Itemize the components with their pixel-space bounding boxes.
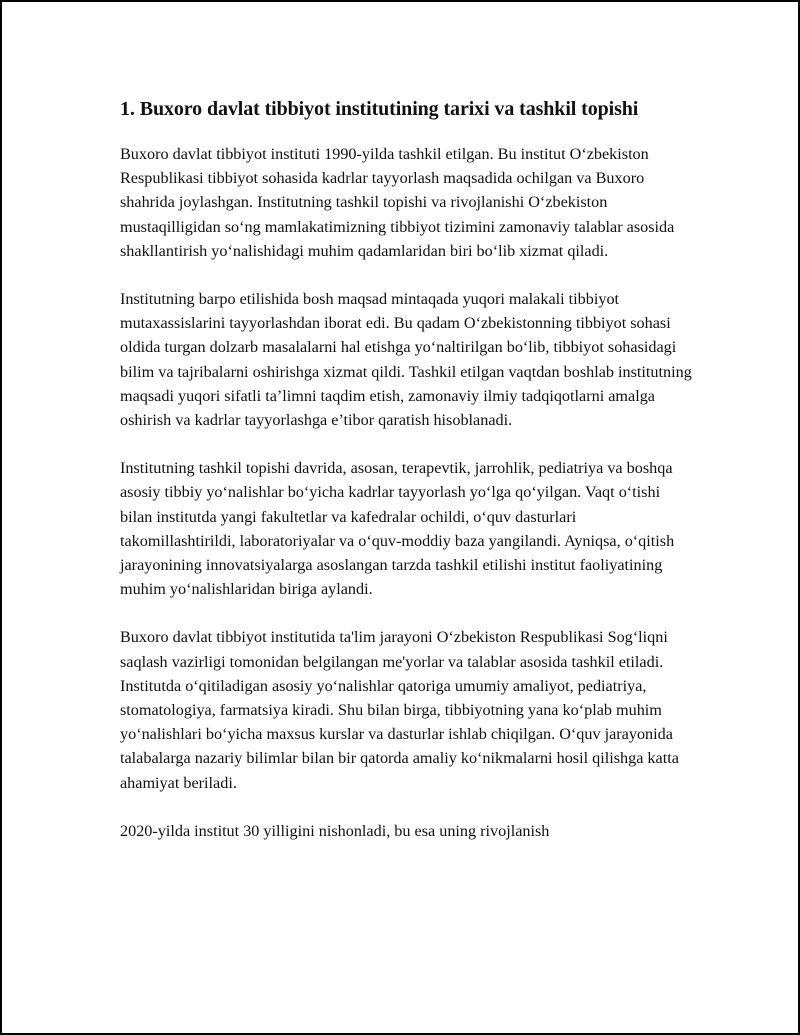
- document-body: [120, 96, 695, 867]
- section-heading: 1. Buxoro davlat tibbiyot institutining tarixi va tashkil topishi: [120, 98, 639, 120]
- paragraph-1: Buxoro davlat tibbiyot instituti 1990-yilda tashkil etilgan. Bu institut O‘zbekiston Respublikasi tibbiyot sohasida kadrlar tayyorlash maqsadida ochilgan va Buxoro shahrida joylashgan. Institutning tashkil topishi va rivojlanishi O‘zbekiston mustaqilligidan so‘ng mamlakatimizning tibbiyot tizimini zamonaviy talablar asosida shakllantirish yo‘nalishidagi muhim qadamlaridan biri bo‘lib xizmat qiladi.: [120, 145, 675, 260]
- paragraph-5: 2020-yilda institut 30 yilligini nishonladi, bu esa uning rivojlanish: [120, 821, 550, 840]
- paragraph-2: Institutning barpo etilishida bosh maqsad mintaqada yuqori malakali tibbiyot mutaxassislarini tayyorlashdan iborat edi. Bu qadam O‘zbekistonning tibbiyot sohasi oldida turgan dolzarb masalalarni hal etishga yo‘naltirilgan bo‘lib, tibbiyot sohasidagi bilim va tajribalarni oshirishga xizmat qildi. Tashkil etilgan vaqtdan boshlab institutning maqsadi yuqori sifatli ta’limni taqdim etish, zamonaviy ilmiy tadqiqotlarni amalga oshirish va kadrlar tayyorlashga e’tibor qaratish hisoblanadi.: [120, 290, 692, 430]
- paragraph-4: Buxoro davlat tibbiyot institutida ta'lim jarayoni O‘zbekiston Respublikasi Sog‘liqni saqlash vazirligi tomonidan belgilangan me'yorlar va talablar asosida tashkil etiladi. Institutda o‘qitiladigan asosiy yo‘nalishlar qatoriga umumiy amaliyot, pediatriya, stomatologiya, farmatsiya kiradi. Shu bilan birga, tibbiyotning yana ko‘plab muhim yo‘nalishlari bo‘yicha maxsus kurslar va dasturlar ishlab chiqilgan. O‘quv jarayonida talabalarga nazariy bilimlar bilan bir qatorda amaliy ko‘nikmalarni hosil qilishga katta ahamiyat beriladi.: [120, 628, 679, 792]
- paragraph-3: Institutning tashkil topishi davrida, asosan, terapevtik, jarrohlik, pediatriya va boshqa asosiy tibbiy yo‘nalishlar bo‘yicha kadrlar tayyorlash yo‘lga qo‘yilgan. Vaqt o‘tishi bilan institutda yangi fakultetlar va kafedralar ochildi, o‘quv dasturlari takomillashtirildi, laboratoriyalar va o‘quv-moddiy baza yangilandi. Ayniqsa, o‘qitish jarayonining innovatsiyalarga asoslangan tarzda tashkil etilishi institut faoliyatining muhim yo‘nalishlaridan biriga aylandi.: [120, 459, 675, 599]
